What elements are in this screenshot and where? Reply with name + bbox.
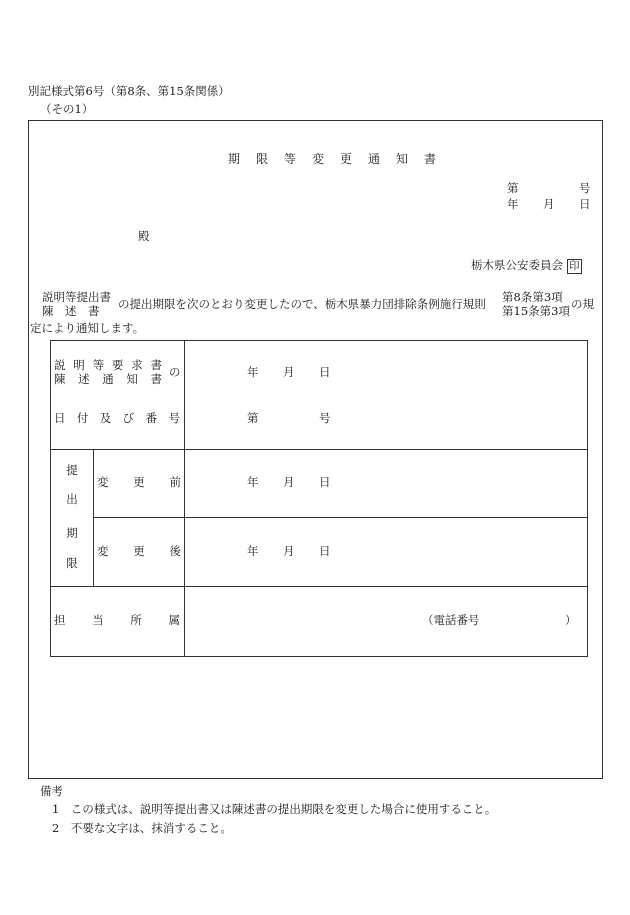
row1-month: 月	[283, 365, 295, 379]
intro-doc-type-1: 説明等提出書	[42, 290, 111, 304]
intro-suffix: の規	[571, 297, 594, 311]
after-day: 日	[319, 544, 331, 558]
document-title: 期限等変更通知書	[228, 152, 453, 166]
row-divider	[51, 586, 587, 587]
date-year-label: 年	[507, 197, 519, 211]
intro-doc-type-2: 陳 述 書	[42, 304, 100, 318]
seal-mark: 印	[569, 260, 580, 272]
intro-article-1: 第8条第3項	[502, 290, 563, 304]
before-label: 変 更 前	[97, 475, 181, 489]
deadline-char-3: 期	[66, 526, 78, 540]
row1-year: 年	[247, 365, 259, 379]
request-label-no: の	[169, 365, 181, 379]
row-divider	[93, 517, 587, 518]
after-year: 年	[247, 544, 259, 558]
note-item-1: 1 この様式は、説明等提出書又は陳述書の提出期限を変更した場合に使用すること。	[52, 802, 497, 816]
department-label: 担 当 所 属	[54, 613, 180, 627]
request-label-2: 陳 述 通 知 書	[54, 372, 162, 386]
form-part: （その1）	[40, 102, 94, 116]
issuer-name: 栃木県公安委員会	[471, 258, 563, 272]
column-divider	[93, 449, 94, 586]
notes-heading: 備考	[40, 784, 63, 798]
date-number-label: 日 付 及 び 番 号	[54, 411, 180, 425]
column-divider	[184, 341, 185, 656]
row1-no-end: 号	[319, 411, 331, 425]
deadline-char-1: 提	[66, 463, 78, 477]
before-year: 年	[247, 475, 259, 489]
after-label: 変 更 後	[97, 544, 181, 558]
doc-number-end: 号	[579, 181, 591, 195]
deadline-char-4: 限	[66, 556, 78, 570]
doc-number-start: 第	[507, 181, 519, 195]
date-month-label: 月	[543, 197, 555, 211]
phone-label: （電話番号	[422, 613, 480, 627]
row1-day: 日	[319, 365, 331, 379]
intro-line-2: 定により通知します。	[30, 321, 145, 335]
note-item-2: 2 不要な文字は、抹消すること。	[52, 821, 232, 835]
row1-no-start: 第	[247, 411, 259, 425]
addressee-suffix: 殿	[138, 229, 150, 243]
phone-close: ）	[565, 613, 577, 627]
issuer	[471, 259, 582, 274]
date-day-label: 日	[579, 197, 591, 211]
request-label-1: 説 明 等 要 求 書	[54, 358, 162, 372]
intro-article-2: 第15条第3項	[502, 304, 570, 318]
before-day: 日	[319, 475, 331, 489]
deadline-char-2: 出	[66, 492, 78, 506]
form-reference: 別記様式第6号（第8条、第15条関係）	[28, 84, 230, 98]
info-table	[50, 340, 588, 657]
before-month: 月	[283, 475, 295, 489]
intro-body: の提出期限を次のとおり変更したので、栃木県暴力団排除条例施行規則	[118, 297, 486, 311]
row-divider	[51, 449, 587, 450]
after-month: 月	[283, 544, 295, 558]
